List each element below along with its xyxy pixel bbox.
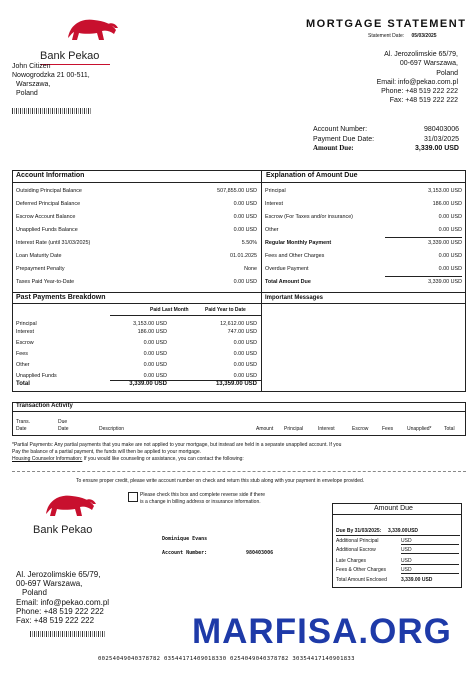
bison-logo-icon [64,14,120,46]
coupon-account-label: Account Number: [162,550,208,556]
housing-counselor-label: Housing Counselor Information: [12,456,83,462]
coupon-logo [30,490,100,538]
bank-logo [40,14,110,64]
past-payment-row: Unapplied Funds 0.00 USD 0.00 USD [16,373,257,379]
past-total-last: 3,339.00 USD [129,381,167,387]
customer-barcode [12,108,92,114]
transaction-title: Transaction Activity [16,403,73,409]
coupon-line: Additional Escrow USD [336,547,376,553]
coupon-barcode [30,631,105,637]
explanation-row: Interest 186.00 USD [265,201,462,207]
customer-line1: Nowogrodzka 21 00-511, [12,72,90,79]
explanation-rows [265,186,462,290]
statement-date: 05/03/2025 [411,33,437,39]
bank-name: Bank Pekao [40,50,100,62]
explanation-title: Explanation of Amount Due [266,172,358,179]
coupon-bank-name: Bank Pekao [33,524,93,536]
coupon-account: 980403006 [246,550,274,556]
account-info-row: Escrow Account Balance 0.00 USD [16,214,257,220]
past-payment-row: Escrow 0.00 USD 0.00 USD [16,340,257,346]
bank-phone: Phone: +48 519 222 222 [381,88,458,96]
past-col-last: Paid Last Month [150,307,189,313]
past-payment-row: Fees 0.00 USD 0.00 USD [16,351,257,357]
bison-logo-icon [42,490,98,522]
account-number-label: Account Number: [313,126,368,133]
past-payment-row: Other 0.00 USD 0.00 USD [16,362,257,368]
payer-name: Dominique Evans [162,536,208,542]
coupon-amount-title: Amount Due [374,505,413,512]
past-payment-row: Interest 186.00 USD 747.00 USD [16,329,257,335]
due-date-label: Payment Due Date: [313,135,375,143]
bank-address [377,50,458,106]
past-col-ytd: Paid Year to Date [205,307,246,313]
micr-line: 00254049040378782 03544171409018330 0254049040378782 30354417140901833 [98,656,355,662]
bank-address-line2: 00-697 Warszawa, [399,60,458,68]
past-total-ytd: 13,359.00 USD [215,381,257,387]
coupon-line: Late Charges USD [336,558,366,564]
partial-payments-note-2: Pay the balance of a partial payment, the funds will then be applied to your mortgage. [12,449,202,455]
explanation-row: Total Amount Due 3,339.00 USD [265,279,462,285]
account-info-title: Account Information [16,172,85,179]
past-payments-title: Past Payments Breakdown [16,294,106,301]
account-number: 980403006 [423,126,459,133]
tear-line [12,471,466,472]
account-info-row: Interest Rate (until 31/03/2025) 5.50% [16,240,257,246]
due-date: 31/03/2025 [423,135,459,143]
past-total-label: Total [16,381,30,387]
explanation-row: Regular Monthly Payment 3,339.00 USD [265,240,462,246]
explanation-row: Escrow (For Taxes and/or insurance) 0.00 USD [265,214,462,220]
coupon-line: Additional Principal USD [336,538,379,544]
statement-date-label: Statement Date: [368,33,405,39]
explanation-row: Other 0.00 USD [265,227,462,233]
bank-address-line1: Al. Jerozolimskie 65/79, [384,51,458,58]
housing-counselor-text: If you would like counseling or assistance, you can contact the following: [82,456,244,462]
due-by-value: 3,339.00USD [388,528,419,534]
account-info-rows [16,186,257,290]
enclosed-line: Total Amount Enclosed 3,339.00 USD [336,577,433,583]
amount-due-label: Amount Due: [313,144,354,152]
customer-line3: Poland [16,90,38,97]
account-info-row: Deferred Principal Balance 0.00 USD [16,201,257,207]
past-payments-rows [16,319,257,389]
due-by-label: Due By 31/03/2025: [336,528,382,534]
account-info-row: Unapplied Funds Balance 0.00 USD [16,227,257,233]
bank-address-line3: Poland [436,69,458,77]
partial-payments-note: *Partial Payments: Any partial payments that you make are not applied to your mortgage, but instead are held in a separate unapplied account. If you [12,442,342,448]
explanation-row: Principal 3,153.00 USD [265,188,462,194]
account-info-row: Prepayment Penalty None [16,266,257,272]
coupon-instruction: To ensure proper credit, please write account number on check and return this stub along with your payment in envelope provided. [76,478,365,484]
past-payments-total [16,381,257,391]
statement-title: MORTGAGE STATEMENT [306,18,467,30]
account-summary [313,125,459,154]
transaction-headers: Trans. Date Due Date Description Amount Principal Interest Escrow Fees Unapplied* Total [16,419,455,432]
account-info-row: Taxes Paid Year-to-Date 0.00 USD [16,279,257,285]
messages-title: Important Messages [265,295,324,301]
customer-address [12,62,90,98]
coupon-line: Fees & Other Charges USD [336,567,386,573]
account-info-row: Loan Maturity Date 01.01.2025 [16,253,257,259]
account-info-row: Outsiding Principal Balance 507,855.00 USD [16,188,257,194]
coupon-bank-address: Al. Jerozolimskie 65/79, 00-697 Warszawa, Poland Email: info@pekao.com.pl Phone: +48 519 222 222 Fax: +48 519 222 222 [16,570,110,626]
amount-due: 3,339.00 USD [415,145,459,152]
address-change-checkbox[interactable] [128,492,138,502]
bank-email: Email: info@pekao.com.pl [376,78,458,86]
bank-fax: Fax: +48 519 222 222 [389,97,458,105]
past-payment-row: Principal 3,153.00 USD 12,612.00 USD [16,321,257,327]
watermark: MARFISA.ORG [192,612,452,651]
explanation-row: Overdue Payment 0.00 USD [265,266,462,272]
explanation-row: Fees and Other Charges 0.00 USD [265,253,462,259]
coupon-amount-rows [336,528,460,586]
checkbox-text: Please check this box and complete reverse side if there is a change in billing address or insurance information. [140,492,266,505]
customer-name: John Citizen [12,63,51,70]
notes [12,442,466,463]
customer-line2: Warszawa, [16,81,51,88]
